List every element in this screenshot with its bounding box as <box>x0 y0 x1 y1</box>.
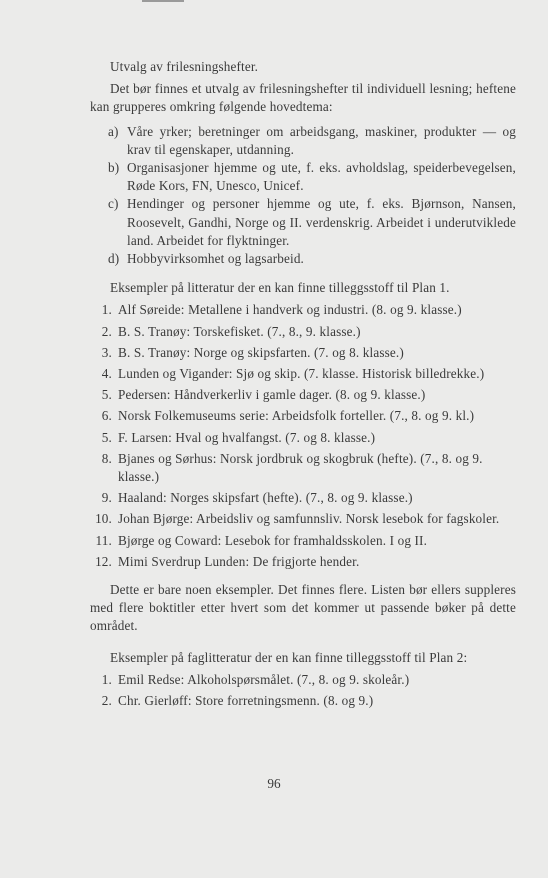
topic-text: Organisasjoner hjemme og ute, f. eks. avholdslag, speiderbevegelsen, Røde Kors, FN, Unesco, Unicef. <box>127 160 516 194</box>
item-number: 2. <box>101 693 112 709</box>
item-number: 5. <box>101 387 112 403</box>
plan2-literature-list <box>90 671 516 710</box>
item-text: Alf Søreide: Metallene i handverk og industri. (8. og 9. klasse.) <box>118 302 462 318</box>
item-text: Chr. Gierløff: Store forretningsmenn. (8. og 9.) <box>118 693 374 709</box>
item-text: Mimi Sverdrup Lunden: De frigjorte hender. <box>118 553 360 569</box>
list-item <box>90 489 516 507</box>
item-text: Bjanes og Sørhus: Norsk jordbruk og skogbruk (hefte). (7., 8. og 9. klasse.) <box>118 450 483 485</box>
item-number: 2. <box>101 323 112 339</box>
topic-item <box>90 195 516 250</box>
list-item <box>90 386 516 404</box>
list-item <box>90 344 516 362</box>
closing-paragraph: Dette er bare noen eksempler. Det finnes flere. Listen bør ellers suppleres med flere boktitler etter hvert som det kommer ut passende bøker på dette området. <box>90 582 516 634</box>
item-text: Haaland: Norges skipsfart (hefte). (7., 8. og 9. klasse.) <box>118 490 413 506</box>
item-text: Johan Bjørge: Arbeidsliv og samfunnsliv. Norsk lesebok for fagskoler. <box>118 511 500 527</box>
list-item <box>90 429 516 447</box>
list-item <box>90 510 516 528</box>
list-item <box>90 301 516 319</box>
topic-label: c) <box>108 196 119 212</box>
item-number: 1. <box>101 671 112 687</box>
topic-text: Hendinger og personer hjemme og ute, f. eks. Bjørnson, Nansen, Roosevelt, Gandhi, Norge og II. verdenskrig. Arbeidet i underutviklede land. Arbeidet for flyktninger. <box>127 196 516 248</box>
list-item <box>90 365 516 383</box>
item-text: B. S. Tranøy: Torskefisket. (7., 8., 9. klasse.) <box>118 323 361 339</box>
item-text: F. Larsen: Hval og hvalfangst. (7. og 8. klasse.) <box>118 429 376 445</box>
list-item <box>90 407 516 425</box>
list-item <box>90 532 516 550</box>
item-text: Pedersen: Håndverkerliv i gamle dager. (8. og 9. klasse.) <box>118 387 426 403</box>
item-text: Norsk Folkemuseums serie: Arbeidsfolk forteller. (7., 8. og 9. kl.) <box>118 408 475 424</box>
topic-text: Våre yrker; beretninger om arbeidsgang, maskiner, produkter — og krav til egenskaper, utdanning. <box>127 123 516 157</box>
item-text: Lunden og Vigander: Sjø og skip. (7. klasse. Historisk billedrekke.) <box>118 366 485 382</box>
topic-list <box>90 123 516 269</box>
item-number: 11. <box>95 532 112 548</box>
item-number: 10. <box>95 511 112 527</box>
item-number: 8. <box>101 450 112 466</box>
item-number: 6. <box>101 408 112 424</box>
item-number: 3. <box>101 344 112 360</box>
list-item <box>90 692 516 710</box>
list-item <box>90 323 516 341</box>
item-text: Emil Redse: Alkoholspørsmålet. (7., 8. og 9. skoleår.) <box>118 671 410 687</box>
scan-edge-mark <box>142 0 184 2</box>
item-number: 4. <box>101 366 112 382</box>
list-item <box>90 671 516 689</box>
plan1-literature-list <box>90 301 516 571</box>
list-item <box>90 553 516 571</box>
item-number: 1. <box>101 302 112 318</box>
item-text: Bjørge og Coward: Lesebok for framhaldsskolen. I og II. <box>118 532 428 548</box>
topic-label: a) <box>108 123 119 139</box>
topic-item <box>90 123 516 159</box>
item-number: 9. <box>101 490 112 506</box>
topic-item <box>90 250 516 268</box>
topic-item <box>90 159 516 195</box>
item-text: B. S. Tranøy: Norge og skipsfarten. (7. og 8. klasse.) <box>118 344 404 360</box>
topic-text: Hobbyvirksomhet og lagsarbeid. <box>127 251 305 267</box>
page-body <box>90 58 516 710</box>
list-item <box>90 450 516 486</box>
section-heading: Utvalg av frilesningshefter. <box>110 59 259 74</box>
plan2-heading: Eksempler på faglitteratur der en kan finne tilleggsstoff til Plan 2: <box>110 649 468 665</box>
topic-label: b) <box>108 160 120 176</box>
intro-paragraph: Det bør finnes et utvalg av frilesningshefter til individuell lesning; heftene kan grupperes omkring følgende hovedtema: <box>90 81 516 115</box>
item-number: 5. <box>101 429 112 445</box>
page-number: 96 <box>267 776 281 791</box>
item-number: 12. <box>95 553 112 569</box>
plan1-heading: Eksempler på litteratur der en kan finne tilleggsstoff til Plan 1. <box>110 280 450 296</box>
topic-label: d) <box>108 251 120 267</box>
